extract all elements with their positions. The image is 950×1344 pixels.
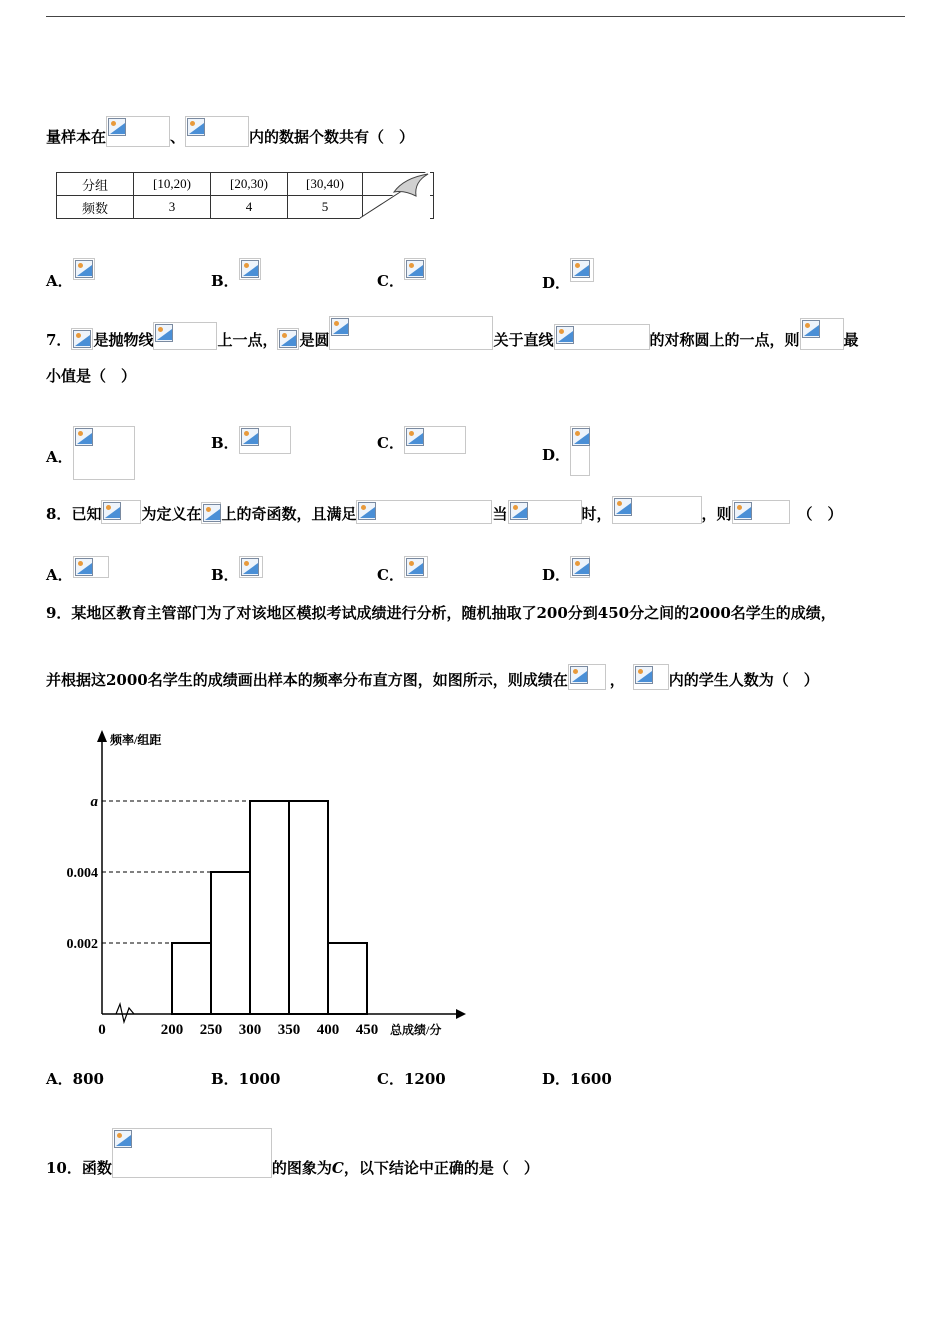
- x-tick-label: 250: [199, 1022, 223, 1038]
- q6-option-a[interactable]: [46, 258, 95, 291]
- option-label: A．: [46, 272, 73, 290]
- math-image-icon: [185, 116, 249, 147]
- math-image-icon: [239, 426, 291, 454]
- math-image-icon: [732, 500, 790, 524]
- q7-stem-line2: 小值是（ ）: [46, 367, 137, 385]
- q10-text: 的图象为: [271, 1159, 332, 1177]
- q8-text: 已知: [71, 505, 102, 523]
- q6-intro-text: 量样本在: [46, 128, 107, 146]
- q7-text: 关于直线: [493, 331, 554, 349]
- q9-option-c[interactable]: C．1200: [377, 1070, 446, 1088]
- top-rule: [46, 16, 905, 17]
- option-label: D．: [542, 274, 571, 292]
- q7-text: 上一点，: [217, 331, 278, 349]
- math-image-icon: [106, 116, 170, 147]
- frequency-histogram: [46, 728, 466, 1048]
- q7-text: 的对称圆上的一点，则: [649, 331, 800, 349]
- q8-option-c[interactable]: [377, 556, 428, 585]
- q8-option-d[interactable]: [542, 556, 590, 585]
- q7-stem: [46, 316, 859, 350]
- math-image-icon: [153, 322, 217, 350]
- table-count-cell: 5: [288, 196, 363, 219]
- math-image-icon: [73, 426, 135, 480]
- q6-option-b[interactable]: [211, 258, 261, 291]
- question-number: 10．函数: [46, 1159, 112, 1177]
- math-image-icon: [570, 258, 594, 282]
- q8-text: （ ）: [797, 505, 843, 523]
- q10-stem: [46, 1128, 539, 1178]
- y-tick-label: 0.002: [66, 937, 98, 952]
- q6-option-c[interactable]: [377, 258, 426, 291]
- q6-tail: 内的数据个数共有（ ）: [249, 128, 415, 146]
- histogram-bar: [328, 943, 367, 1014]
- question-number: 7．: [46, 331, 72, 349]
- math-image-icon: [73, 258, 95, 280]
- q8-text: ，则: [701, 505, 732, 523]
- math-image-icon: [239, 556, 263, 578]
- option-label: A．: [46, 448, 73, 466]
- table-group-cell: [10,20): [134, 173, 211, 196]
- table-group-cell: [20,30): [211, 173, 288, 196]
- math-image-icon: [329, 316, 493, 350]
- x-tick-label: 350: [277, 1022, 301, 1038]
- math-image-icon: [612, 496, 702, 524]
- q7-option-d[interactable]: [542, 426, 590, 476]
- table-count-cell: 3: [134, 196, 211, 219]
- q9-text: 内的学生人数为（ ）: [668, 671, 819, 689]
- option-label: C．: [377, 434, 404, 452]
- math-image-icon: [404, 556, 428, 578]
- option-label: B．: [211, 272, 239, 290]
- q7-option-b[interactable]: [211, 426, 291, 454]
- q6-option-d[interactable]: [542, 258, 594, 293]
- histogram-bar: [289, 801, 328, 1014]
- x-tick-label: 400: [316, 1022, 340, 1038]
- math-image-icon: [73, 556, 109, 578]
- option-label: D．: [542, 446, 571, 464]
- q9-text: 并根据这2000名学生的成绩画出样本的频率分布直方图，如图所示，则成绩在: [46, 671, 568, 689]
- option-label: D．: [542, 566, 571, 584]
- option-label: C．: [377, 272, 404, 290]
- q7-text: 是圆: [299, 331, 330, 349]
- histogram-bar: [250, 801, 289, 1014]
- math-image-icon: [356, 500, 492, 524]
- y-tick-label: a: [90, 794, 98, 810]
- q7-option-c[interactable]: [377, 426, 466, 454]
- y-tick-label: 0.004: [66, 866, 98, 881]
- math-image-icon: [201, 502, 221, 524]
- math-image-icon: [101, 500, 141, 524]
- y-axis-label: 频率/组距: [110, 733, 162, 747]
- math-image-icon: [508, 500, 582, 524]
- math-image-icon: [239, 258, 261, 280]
- option-label: B．: [211, 566, 239, 584]
- page-curl-icon: [356, 170, 432, 222]
- histogram-bar: [211, 872, 250, 1014]
- x-tick-label: 450: [355, 1022, 379, 1038]
- q8-text: 时，: [581, 505, 612, 523]
- axis-break: [116, 1004, 134, 1022]
- math-image-icon: [554, 324, 650, 350]
- q9-option-a[interactable]: A．800: [46, 1070, 104, 1088]
- x-axis-label: 总成绩/分: [390, 1023, 442, 1037]
- q8-stem: [46, 496, 843, 524]
- q9-text: ，: [609, 671, 625, 689]
- math-image-icon: [71, 328, 93, 350]
- table-count-cell: 4: [211, 196, 288, 219]
- question-number: 8．: [46, 505, 72, 523]
- table-row-label: 频数: [57, 196, 134, 219]
- x-tick-label: 200: [160, 1022, 184, 1038]
- option-label: B．: [211, 434, 239, 452]
- q6-intro: [46, 116, 414, 147]
- q10-text: C: [331, 1159, 344, 1177]
- q9-stem-line2: [46, 664, 819, 690]
- math-image-icon: [570, 556, 590, 578]
- math-image-icon: [404, 258, 426, 280]
- table-header-label: 分组: [57, 173, 134, 196]
- x-tick-label: 300: [238, 1022, 262, 1038]
- q7-option-a[interactable]: [46, 426, 135, 480]
- math-image-icon: [570, 426, 590, 476]
- table-group-cell: [30,40): [288, 173, 363, 196]
- histogram-bar: [172, 943, 211, 1014]
- option-label: C．: [377, 566, 404, 584]
- q9-stem-line1: 9．某地区教育主管部门为了对该地区模拟考试成绩进行分析，随机抽取了200分到450分之间的2000名学生的成绩，: [46, 604, 836, 622]
- q10-text: ，以下结论中正确的是（ ）: [343, 1159, 539, 1177]
- math-image-icon: [277, 328, 299, 350]
- q7-text: 最: [843, 331, 859, 349]
- q8-text: 当: [492, 505, 508, 523]
- q8-text: 为定义在: [141, 505, 202, 523]
- math-image-icon: [633, 664, 669, 690]
- q6-sep: 、: [170, 128, 186, 146]
- math-image-icon: [112, 1128, 272, 1178]
- q8-option-b[interactable]: [211, 556, 263, 585]
- y-axis-arrow: [97, 730, 107, 742]
- option-label: A．: [46, 566, 73, 584]
- q9-option-b[interactable]: B．1000: [211, 1070, 281, 1088]
- math-image-icon: [568, 664, 606, 690]
- q8-text: 上的奇函数，且满足: [221, 505, 357, 523]
- q7-text: 是抛物线: [93, 331, 154, 349]
- math-image-icon: [800, 318, 844, 350]
- math-image-icon: [404, 426, 466, 454]
- x-axis-arrow: [456, 1009, 466, 1019]
- q9-option-d[interactable]: D．1600: [542, 1070, 612, 1088]
- q8-option-a[interactable]: [46, 556, 109, 585]
- x-tick-label: 0: [98, 1022, 106, 1038]
